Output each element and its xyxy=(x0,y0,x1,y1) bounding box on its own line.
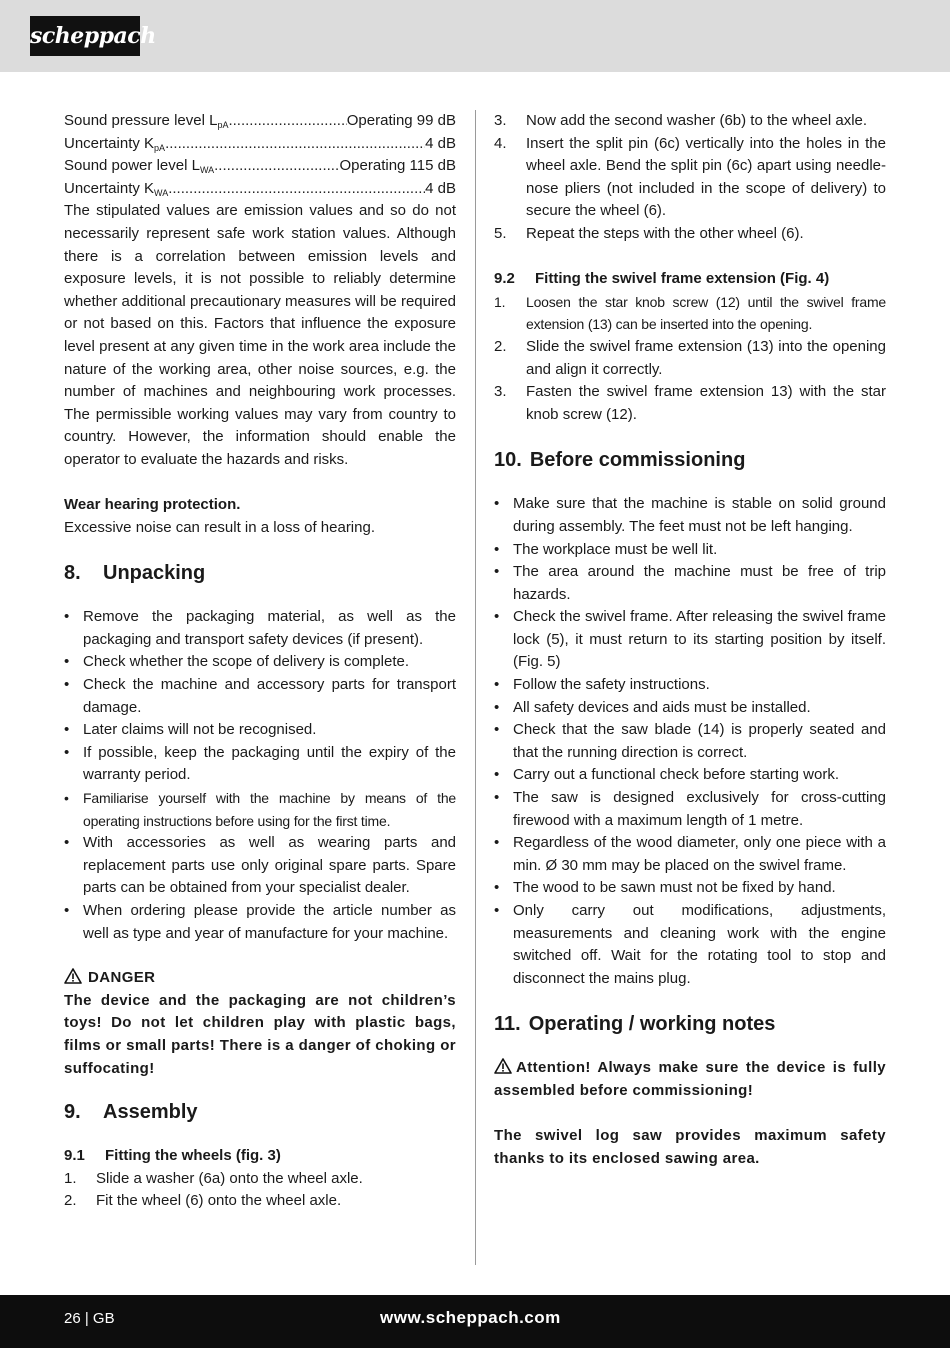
list-item: • With accessories as well as wearing parts and replacement parts use only original spare parts. Spare parts can be obtained from your specialist dealer. xyxy=(64,832,456,900)
spec-label: Uncertainty $K_{WA}$ xyxy=(64,179,169,198)
step-item: 5. Repeat the steps with the other wheel (6). xyxy=(494,224,804,242)
list-item: • The area around the machine must be free of trip hazards. xyxy=(494,561,886,606)
step-item: 1. Slide a washer (6a) onto the wheel axle. xyxy=(64,1169,363,1187)
left-column xyxy=(64,110,456,1213)
list-item: • All safety devices and aids must be installed. xyxy=(494,697,886,720)
list-item: • Carry out a functional check before starting work. xyxy=(494,764,886,787)
noise-specs xyxy=(64,110,456,200)
section-heading-assembly: 9. Assembly xyxy=(64,1101,198,1124)
subsection-heading-wheels: 9.1 Fitting the wheels (fig. 3) xyxy=(64,1147,281,1165)
spec-row xyxy=(64,155,456,178)
list-item: • Familiarise yourself with the machine by means of the operating instructions before using for the first time. xyxy=(64,787,456,832)
spec-row xyxy=(64,133,456,156)
list-item: • Regardless of the wood diameter, only one piece with a min. Ø 30 mm may be placed on the swivel frame. xyxy=(494,832,886,877)
warning-triangle-icon xyxy=(494,1058,512,1074)
list-item: • Later claims will not be recognised. xyxy=(64,719,456,742)
list-item: • Check whether the scope of delivery is complete. xyxy=(64,651,456,674)
page-header xyxy=(0,0,950,72)
scheppach-logo: scheppach xyxy=(30,16,140,56)
attention-note: Attention! Always make sure the device is fully assembled before commissioning! xyxy=(494,1059,886,1099)
page-number: 26 | GB xyxy=(64,1310,115,1327)
commissioning-list xyxy=(494,493,886,990)
spec-label: Sound pressure level $L_{pA}$ xyxy=(64,112,229,130)
list-item: • Check the swivel frame. After releasing the swivel frame lock (5), it must return to its starting position by itself. (Fig. 5) xyxy=(494,606,886,674)
spec-value: Operating 99 dB xyxy=(346,112,456,129)
safety-note: The swivel log saw provides maximum safety thanks to its enclosed sawing area. xyxy=(494,1127,886,1167)
step-item: 4. Insert the split pin (6c) vertically into the holes in the wheel axle. Bend the split pin (6c) apart using needle-nose pliers (not included in the scope of delivery) to secure the wheel (6). xyxy=(494,134,886,220)
danger-title: DANGER xyxy=(64,967,456,990)
step-item: 1. Loosen the star knob screw (12) until the swivel frame extension (13) can be inserted into the opening. xyxy=(494,293,886,333)
spec-label: Uncertainty $K_{pA}$ xyxy=(64,134,166,153)
unpacking-list xyxy=(64,606,456,945)
list-item: • Follow the safety instructions. xyxy=(494,674,886,697)
hearing-protection-title: Wear hearing protection. xyxy=(64,496,241,514)
emission-paragraph: The stipulated values are emission values and so do not necessarily represent safe work station values. Although there is a correlation between emission levels and exposure levels, it is not possible to reliably determine whether additional precautionary measures will be required or not based on this. Factors that influence the exposure level present at any given time in the work area include the nature of the working area, other noise sources, e.g. the number of machines and neighbouring work processes. The permissible working values may vary from country to country. However, the information should enable the operator to evaluate the hazards and risks. xyxy=(64,202,456,468)
list-item: • Check the machine and accessory parts for transport damage. xyxy=(64,674,456,719)
step-item: 3. Now add the second washer (6b) to the wheel axle. xyxy=(494,112,868,129)
spec-row xyxy=(64,178,456,201)
section-heading-unpacking: 8. Unpacking xyxy=(64,562,206,585)
page-footer xyxy=(0,1295,950,1348)
section-heading-commissioning: 10. Before commissioning xyxy=(494,449,746,472)
column-divider xyxy=(475,110,476,1265)
list-item: • Remove the packaging material, as well as the packaging and transport safety devices (if present). xyxy=(64,606,456,651)
list-item: • Check that the saw blade (14) is properly seated and that the running direction is correct. xyxy=(494,719,886,764)
spec-value: 4 dB xyxy=(425,134,456,152)
step-item: 2. Slide the swivel frame extension (13) into the opening and align it correctly. xyxy=(494,337,886,378)
website-link[interactable]: www.scheppach.com xyxy=(380,1308,561,1327)
spec-label: Sound power level $L_{WA}$ xyxy=(64,157,215,176)
swivel-steps xyxy=(494,291,886,427)
list-item: • If possible, keep the packaging until the expiry of the warranty period. xyxy=(64,742,456,787)
list-item: • The wood to be sawn must not be fixed by hand. xyxy=(494,877,886,900)
step-item: 3. Fasten the swivel frame extension 13) with the star knob screw (12). xyxy=(494,383,886,423)
hearing-protection-text: Excessive noise can result in a loss of hearing. xyxy=(64,518,375,536)
list-item: • When ordering please provide the article number as well as type and year of manufacture for your machine. xyxy=(64,900,456,945)
spec-value: Operating 115 dB xyxy=(339,157,456,175)
list-item: • Make sure that the machine is stable on solid ground during assembly. The feet must not be left hanging. xyxy=(494,493,886,538)
spec-row xyxy=(64,110,456,133)
section-heading-operating: 11. Operating / working notes xyxy=(494,1013,776,1036)
wheels-steps-continued xyxy=(494,110,886,246)
step-item: 2. Fit the wheel (6) onto the wheel axle. xyxy=(64,1192,342,1210)
danger-text: The device and the packaging are not children’s toys! Do not let children play with plastic bags, films or small parts! There is a danger of choking or suffocating! xyxy=(64,991,456,1077)
list-item: • Only carry out modifications, adjustments, measurements and cleaning work with the engine switched off. Wait for the rotating tool to stop and disconnect the mains plug. xyxy=(494,900,886,990)
subsection-heading-swivel: 9.2 Fitting the swivel frame extension (Fig. 4) xyxy=(494,270,830,288)
right-column xyxy=(494,110,886,1170)
list-item: • The saw is designed exclusively for cross-cutting firewood with a maximum length of 1 metre. xyxy=(494,787,886,832)
warning-triangle-icon xyxy=(64,968,82,984)
list-item: • The workplace must be well lit. xyxy=(494,539,886,562)
wheels-steps xyxy=(64,1168,456,1213)
spec-value: 4 dB xyxy=(425,179,456,197)
